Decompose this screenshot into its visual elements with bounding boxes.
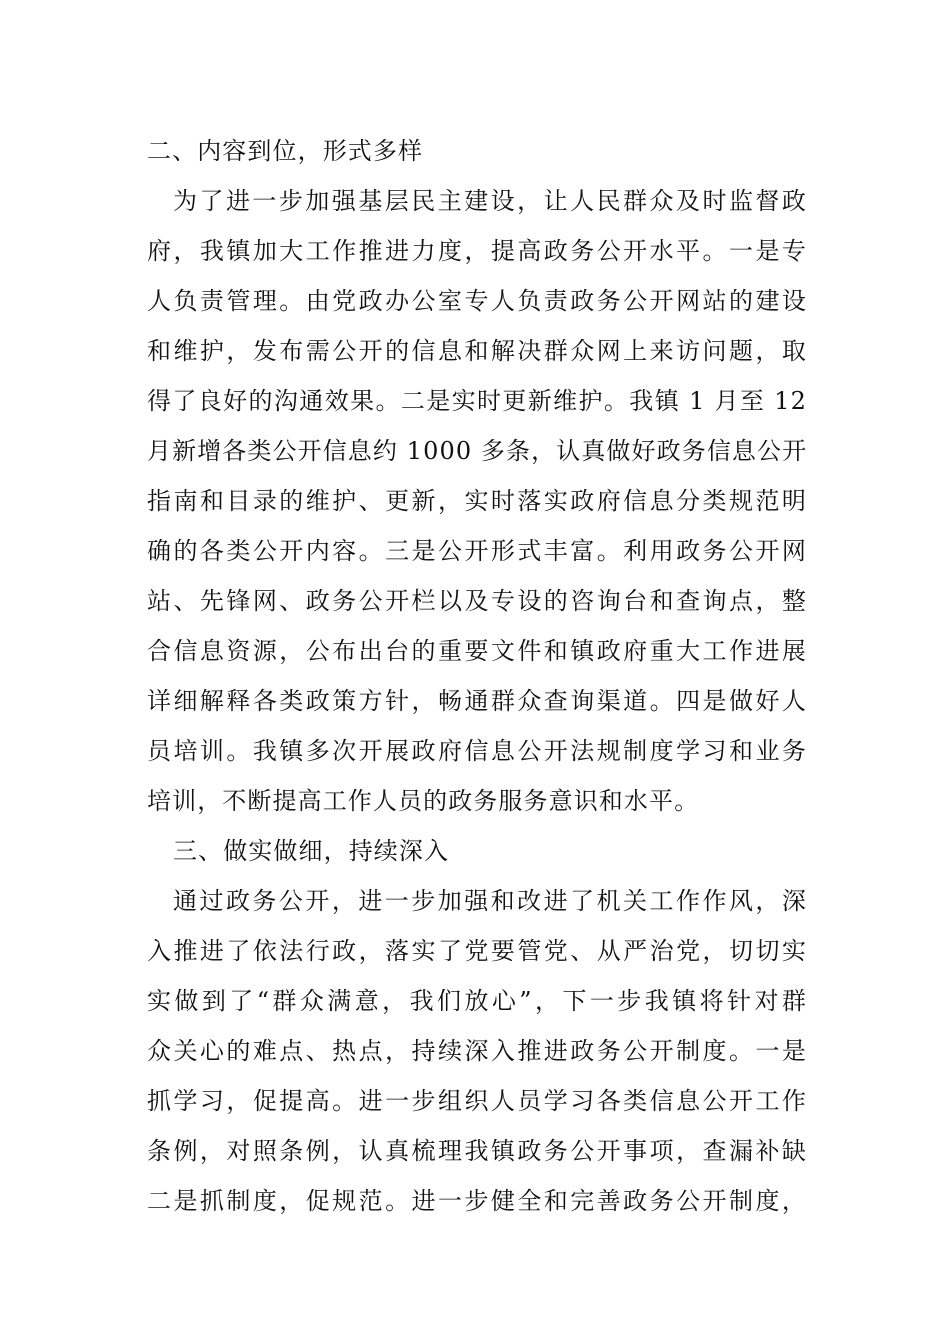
paragraph-line: 实做到了“群众满意，我们放心”，下一步我镇将针对群 [147, 987, 807, 1015]
paragraph-line: 得了良好的沟通效果。二是实时更新维护。我镇 1 月至 12 [147, 387, 807, 415]
paragraph-line: 众关心的难点、热点，持续深入推进政务公开制度。一是 [147, 1037, 807, 1065]
paragraph-line: 和维护，发布需公开的信息和解决群众网上来访问题，取 [147, 337, 807, 365]
paragraph-line: 详细解释各类政策方针，畅通群众查询渠道。四是做好人 [147, 687, 807, 715]
paragraph-line: 抓学习，促提高。进一步组织人员学习各类信息公开工作 [147, 1087, 807, 1115]
section-heading-2: 二、内容到位，形式多样 [147, 137, 424, 165]
paragraph-line: 府，我镇加大工作推进力度，提高政务公开水平。一是专 [147, 237, 807, 265]
paragraph-line: 为了进一步加强基层民主建设，让人民群众及时监督政 [173, 187, 807, 215]
paragraph-line: 二是抓制度，促规范。进一步健全和完善政务公开制度， [147, 1187, 807, 1215]
paragraph-line: 入推进了依法行政，落实了党要管党、从严治党，切切实 [147, 937, 807, 965]
paragraph-line: 人负责管理。由党政办公室专人负责政务公开网站的建设 [147, 287, 807, 315]
paragraph-line: 培训，不断提高工作人员的政务服务意识和水平。 [147, 787, 700, 815]
paragraph-line: 月新增各类公开信息约 1000 多条，认真做好政务信息公开 [147, 437, 808, 465]
section-heading-3: 三、做实做细，持续深入 [173, 837, 450, 865]
paragraph-line: 确的各类公开内容。三是公开形式丰富。利用政务公开网 [147, 537, 807, 565]
paragraph-line: 合信息资源，公布出台的重要文件和镇政府重大工作进展 [147, 637, 807, 665]
paragraph-line: 员培训。我镇多次开展政府信息公开法规制度学习和业务 [147, 737, 807, 765]
paragraph-line: 条例，对照条例，认真梳理我镇政务公开事项，查漏补缺 [147, 1137, 807, 1165]
paragraph-line: 通过政务公开，进一步加强和改进了机关工作作风，深 [173, 887, 807, 915]
paragraph-line: 站、先锋网、政务公开栏以及专设的咨询台和查询点，整 [147, 587, 807, 615]
paragraph-line: 指南和目录的维护、更新，实时落实政府信息分类规范明 [147, 487, 807, 515]
